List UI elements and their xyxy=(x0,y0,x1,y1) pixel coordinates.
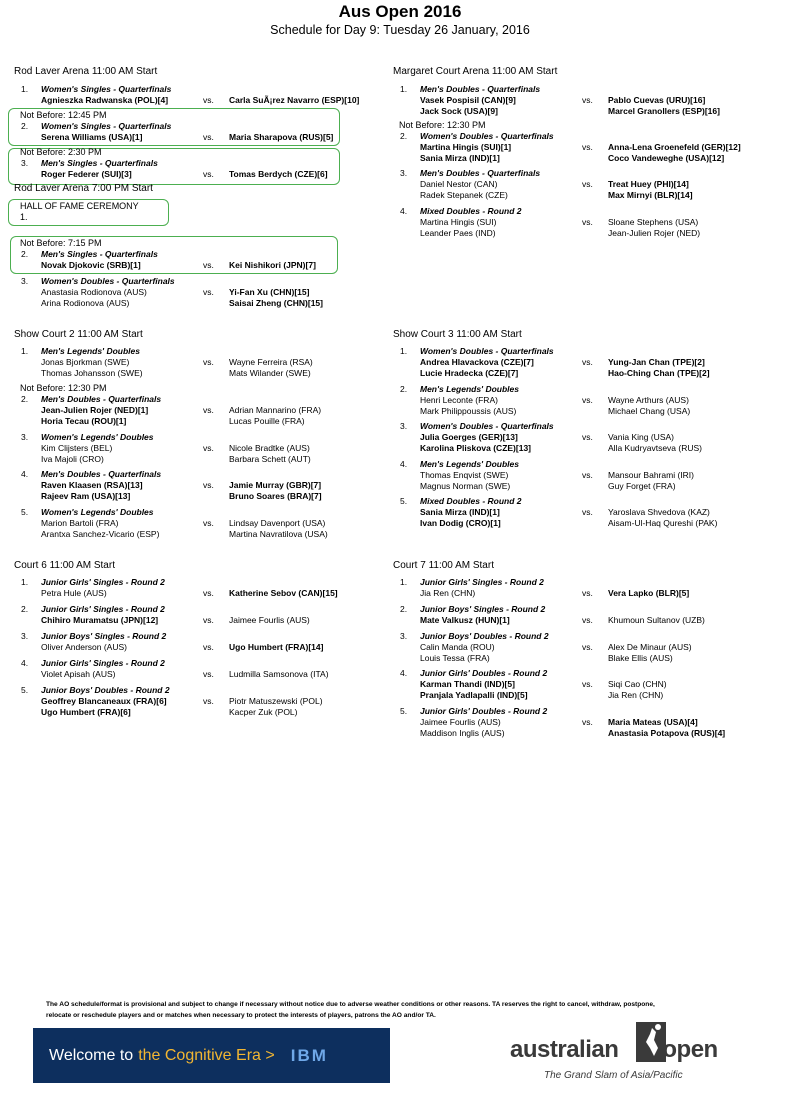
match-event: Women's Singles - Quarterfinals xyxy=(41,84,172,94)
team-a: Mate Valkusz (HUN)[1] xyxy=(420,615,510,625)
court-6 xyxy=(14,559,394,573)
vs-label: vs. xyxy=(582,357,593,367)
match-event: Women's Doubles - Quarterfinals xyxy=(420,131,554,141)
court-title: Court 7 11:00 AM Start xyxy=(393,560,494,571)
team-a: Marion Bartoli (FRA) Arantxa Sanchez-Vicario (ESP) xyxy=(41,518,160,539)
page-title: Aus Open 2016 xyxy=(338,2,462,21)
vs-label: vs. xyxy=(582,717,593,727)
vs-label: vs. xyxy=(582,507,593,517)
match-event: Men's Doubles - Quarterfinals xyxy=(41,469,162,479)
not-before-label: Not Before: 2:30 PM xyxy=(20,147,102,157)
match-number: 2. xyxy=(21,394,29,404)
match-event: Junior Girls' Singles - Round 2 xyxy=(420,577,544,587)
match-number: 3. xyxy=(400,631,408,641)
vs-label: vs. xyxy=(203,95,214,105)
team-b: Yaroslava Shvedova (KAZ) Aisam-Ul-Haq Qureshi (PAK) xyxy=(608,507,718,528)
match-number: 1. xyxy=(21,577,29,587)
match-number: 4. xyxy=(21,469,29,479)
match-number: 5. xyxy=(400,706,408,716)
logo-tagline: The Grand Slam of Asia/Pacific xyxy=(544,1070,683,1081)
match-number: 1. xyxy=(400,346,408,356)
not-before-label: Not Before: 12:45 PM xyxy=(20,110,107,120)
team-a: Henri Leconte (FRA) Mark Philippoussis (AUS) xyxy=(420,395,517,416)
ceremony-number: 1. xyxy=(20,212,28,222)
team-b: Ugo Humbert (FRA)[14] xyxy=(229,642,324,652)
match-event: Men's Doubles - Quarterfinals xyxy=(420,168,541,178)
court-rod-laver-arena xyxy=(14,65,394,79)
not-before-label: Not Before: 12:30 PM xyxy=(399,120,486,130)
vs-label: vs. xyxy=(203,132,214,142)
team-a: Jonas Bjorkman (SWE) Thomas Johansson (SWE) xyxy=(41,357,143,378)
team-b: Kei Nishikori (JPN)[7] xyxy=(229,260,316,270)
vs-label: vs. xyxy=(203,443,214,453)
vs-label: vs. xyxy=(582,679,593,689)
match-event: Men's Doubles - Quarterfinals xyxy=(420,84,541,94)
australian-open-logo xyxy=(510,1018,740,1088)
match-event: Mixed Doubles - Round 2 xyxy=(420,206,522,216)
match-number: 4. xyxy=(21,658,29,668)
match-event: Junior Boys' Doubles - Round 2 xyxy=(420,631,549,641)
court-show-court-3 xyxy=(393,328,773,342)
match-event: Women's Singles - Quarterfinals xyxy=(41,121,172,131)
page-subtitle: Schedule for Day 9: Tuesday 26 January, 2016 xyxy=(270,23,530,37)
match-number: 3. xyxy=(21,432,29,442)
team-a: Novak Djokovic (SRB)[1] xyxy=(41,260,141,270)
team-a: Martina Hingis (SUI) Leander Paes (IND) xyxy=(420,217,497,238)
team-a: Jean-Julien Rojer (NED)[1] Horia Tecau (ROU)[1] xyxy=(41,405,149,426)
disclaimer-line: The AO schedule/format is provisional and subject to change if necessary without notice due to adverse weather conditions or other reasons. TA reserves the right to cancel, withdraw, postpone, xyxy=(46,1001,655,1008)
team-b: Katherine Sebov (CAN)[15] xyxy=(229,588,338,598)
match-number: 3. xyxy=(21,276,29,286)
match-event: Junior Girls' Doubles - Round 2 xyxy=(420,668,548,678)
match-event: Mixed Doubles - Round 2 xyxy=(420,496,522,506)
match-number: 1. xyxy=(21,84,29,94)
match-event: Junior Girls' Doubles - Round 2 xyxy=(420,706,548,716)
match-number: 2. xyxy=(21,249,29,259)
team-a: Serena Williams (USA)[1] xyxy=(41,132,143,142)
team-a: Agnieszka Radwanska (POL)[4] xyxy=(41,95,169,105)
team-a: Violet Apisah (AUS) xyxy=(41,669,116,679)
team-a: Petra Hule (AUS) xyxy=(41,588,107,598)
team-b: Tomas Berdych (CZE)[6] xyxy=(229,169,328,179)
vs-label: vs. xyxy=(582,142,593,152)
team-b: Lindsay Davenport (USA) Martina Navratilova (USA) xyxy=(229,518,328,539)
court-7 xyxy=(393,559,773,573)
match-number: 4. xyxy=(400,668,408,678)
team-b: Yung-Jan Chan (TPE)[2] Hao-Ching Chan (TPE)[2] xyxy=(608,357,710,378)
vs-label: vs. xyxy=(582,179,593,189)
vs-label: vs. xyxy=(582,395,593,405)
match-event: Men's Singles - Quarterfinals xyxy=(41,158,158,168)
match-number: 3. xyxy=(400,421,408,431)
team-b: Alex De Minaur (AUS) Blake Ellis (AUS) xyxy=(608,642,692,663)
match-number: 1. xyxy=(21,346,29,356)
vs-label: vs. xyxy=(203,260,214,270)
match-event: Junior Girls' Singles - Round 2 xyxy=(41,577,165,587)
match-event: Men's Legends' Doubles xyxy=(420,459,519,469)
team-a: Kim Clijsters (BEL) Iva Majoli (CRO) xyxy=(41,443,113,464)
match-number: 2. xyxy=(21,604,29,614)
team-b: Ludmilla Samsonova (ITA) xyxy=(229,669,329,679)
vs-label: vs. xyxy=(203,287,214,297)
team-b: Nicole Bradtke (AUS) Barbara Schett (AUT) xyxy=(229,443,311,464)
not-before-label: Not Before: 12:30 PM xyxy=(20,383,107,393)
match-number: 1. xyxy=(400,84,408,94)
team-a: Oliver Anderson (AUS) xyxy=(41,642,127,652)
team-b: Siqi Cao (CHN) Jia Ren (CHN) xyxy=(608,679,667,700)
vs-label: vs. xyxy=(203,169,214,179)
team-b: Anna-Lena Groenefeld (GER)[12] Coco Vandeweghe (USA)[12] xyxy=(608,142,741,163)
vs-label: vs. xyxy=(203,642,214,652)
team-b: Vera Lapko (BLR)[5] xyxy=(608,588,690,598)
team-b: Carla SuÃ¡rez Navarro (ESP)[10] xyxy=(229,95,360,105)
vs-label: vs. xyxy=(203,480,214,490)
team-b: Pablo Cuevas (URU)[16] Marcel Granollers (ESP)[16] xyxy=(608,95,720,116)
vs-label: vs. xyxy=(582,432,593,442)
match-event: Women's Doubles - Quarterfinals xyxy=(41,276,175,286)
team-b: Vania King (USA) Alla Kudryavtseva (RUS) xyxy=(608,432,703,453)
team-a: Daniel Nestor (CAN) Radek Stepanek (CZE) xyxy=(420,179,508,200)
vs-label: vs. xyxy=(582,95,593,105)
team-b: Jamie Murray (GBR)[7] Bruno Soares (BRA)[7] xyxy=(229,480,322,501)
vs-label: vs. xyxy=(203,669,214,679)
banner-prefix: Welcome to xyxy=(49,1046,134,1064)
team-b: Piotr Matuszewski (POL) Kacper Zuk (POL) xyxy=(229,696,323,717)
team-b: Wayne Ferreira (RSA) Mats Wilander (SWE) xyxy=(229,357,313,378)
team-b: Adrian Mannarino (FRA) Lucas Pouille (FRA) xyxy=(229,405,322,426)
vs-label: vs. xyxy=(203,357,214,367)
match-event: Junior Girls' Singles - Round 2 xyxy=(41,658,165,668)
vs-label: vs. xyxy=(582,615,593,625)
team-b: Yi-Fan Xu (CHN)[15] Saisai Zheng (CHN)[15] xyxy=(229,287,323,308)
team-b: Maria Mateas (USA)[4] Anastasia Potapova (RUS)[4] xyxy=(608,717,726,738)
banner-era: the Cognitive Era > xyxy=(138,1046,275,1064)
match-event: Women's Legends' Doubles xyxy=(41,507,154,517)
match-event: Women's Doubles - Quarterfinals xyxy=(420,421,554,431)
match-event: Junior Boys' Singles - Round 2 xyxy=(41,631,167,641)
match-event: Women's Doubles - Quarterfinals xyxy=(420,346,554,356)
team-a: Vasek Pospisil (CAN)[9] Jack Sock (USA)[9] xyxy=(420,95,516,116)
team-a: Calin Manda (ROU) Louis Tessa (FRA) xyxy=(420,642,495,663)
vs-label: vs. xyxy=(582,588,593,598)
court-title: Show Court 3 11:00 AM Start xyxy=(393,329,522,340)
match-number: 3. xyxy=(400,168,408,178)
ibm-logo: IBM xyxy=(290,1045,328,1065)
vs-label: vs. xyxy=(203,588,214,598)
ibm-banner[interactable] xyxy=(33,1028,390,1083)
ceremony-label: HALL OF FAME CEREMONY xyxy=(20,201,139,211)
team-a: Chihiro Muramatsu (JPN)[12] xyxy=(41,615,159,625)
team-a: Roger Federer (SUI)[3] xyxy=(41,169,132,179)
match-number: 1. xyxy=(400,577,408,587)
match-number: 3. xyxy=(21,631,29,641)
match-event: Junior Boys' Singles - Round 2 xyxy=(420,604,546,614)
team-b: Wayne Arthurs (AUS) Michael Chang (USA) xyxy=(608,395,691,416)
team-a: Raven Klaasen (RSA)[13] Rajeev Ram (USA)[13] xyxy=(41,480,143,501)
team-b: Maria Sharapova (RUS)[5] xyxy=(229,132,334,142)
team-a: Julia Goerges (GER)[13] Karolina Pliskova (CZE)[13] xyxy=(420,432,532,453)
vs-label: vs. xyxy=(203,615,214,625)
court-title: Margaret Court Arena 11:00 AM Start xyxy=(393,66,558,77)
team-b: Mansour Bahrami (IRI) Guy Forget (FRA) xyxy=(608,470,694,491)
team-a: Jia Ren (CHN) xyxy=(420,588,476,598)
team-a: Andrea Hlavackova (CZE)[7] Lucie Hradecka (CZE)[7] xyxy=(420,357,534,378)
vs-label: vs. xyxy=(582,217,593,227)
vs-label: vs. xyxy=(203,696,214,706)
match-number: 3. xyxy=(21,158,29,168)
court-title: Rod Laver Arena 7:00 PM Start xyxy=(14,183,153,194)
court-title: Show Court 2 11:00 AM Start xyxy=(14,329,143,340)
match-number: 2. xyxy=(21,121,29,131)
match-number: 4. xyxy=(400,459,408,469)
team-a: Sania Mirza (IND)[1] Ivan Dodig (CRO)[1] xyxy=(420,507,501,528)
court-show-court-2 xyxy=(14,328,394,342)
match-number: 4. xyxy=(400,206,408,216)
match-number: 2. xyxy=(400,604,408,614)
match-event: Men's Doubles - Quarterfinals xyxy=(41,394,162,404)
court-title: Rod Laver Arena 11:00 AM Start xyxy=(14,66,158,77)
vs-label: vs. xyxy=(582,642,593,652)
court-margaret-court-arena xyxy=(393,65,773,79)
team-a: Karman Thandi (IND)[5] Pranjala Yadlapalli (IND)[5] xyxy=(420,679,528,700)
vs-label: vs. xyxy=(203,518,214,528)
match-number: 2. xyxy=(400,384,408,394)
match-event: Junior Boys' Doubles - Round 2 xyxy=(41,685,170,695)
team-a: Anastasia Rodionova (AUS) Arina Rodionova (AUS) xyxy=(41,287,147,308)
team-b: Jaimee Fourlis (AUS) xyxy=(229,615,310,625)
team-a: Thomas Enqvist (SWE) Magnus Norman (SWE) xyxy=(420,470,511,491)
vs-label: vs. xyxy=(582,470,593,480)
team-b: Treat Huey (PHI)[14] Max Mirnyi (BLR)[14] xyxy=(608,179,693,200)
match-number: 5. xyxy=(21,685,29,695)
not-before-label: Not Before: 7:15 PM xyxy=(20,238,102,248)
team-a: Geoffrey Blancaneaux (FRA)[6] Ugo Humbert (FRA)[6] xyxy=(41,696,167,717)
team-a: Jaimee Fourlis (AUS) Maddison Inglis (AUS) xyxy=(420,717,505,738)
court-title: Court 6 11:00 AM Start xyxy=(14,560,115,571)
court-rod-laver-arena-night xyxy=(14,182,394,196)
match-event: Women's Legends' Doubles xyxy=(41,432,154,442)
match-number: 2. xyxy=(400,131,408,141)
logo-wordmark: australian open xyxy=(510,1036,718,1063)
match-number: 5. xyxy=(21,507,29,517)
team-b: Sloane Stephens (USA) Jean-Julien Rojer (NED) xyxy=(608,217,701,238)
match-number: 5. xyxy=(400,496,408,506)
disclaimer-line: relocate or reschedule players and or matches when necessary to protect the interests of players, patrons the AO and/or TA. xyxy=(46,1012,436,1019)
vs-label: vs. xyxy=(203,405,214,415)
match-event: Men's Legends' Doubles xyxy=(41,346,140,356)
team-b: Khumoun Sultanov (UZB) xyxy=(608,615,705,625)
match-event: Junior Girls' Singles - Round 2 xyxy=(41,604,165,614)
match-event: Men's Singles - Quarterfinals xyxy=(41,249,158,259)
team-a: Martina Hingis (SUI)[1] Sania Mirza (IND)[1] xyxy=(420,142,512,163)
match-event: Men's Legends' Doubles xyxy=(420,384,519,394)
